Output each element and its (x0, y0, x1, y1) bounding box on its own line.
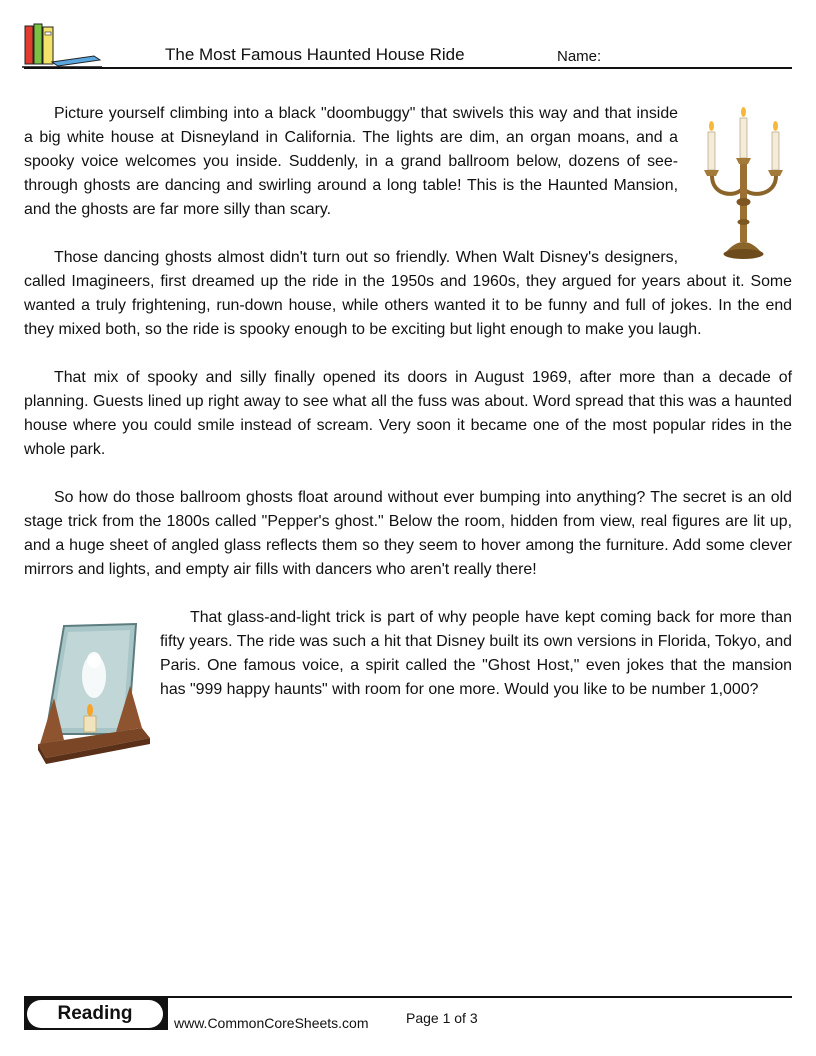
books-logo-icon (22, 22, 102, 68)
header-divider (24, 67, 792, 69)
page-number: Page 1 of 3 (406, 1010, 478, 1026)
paragraph-1: Picture yourself climbing into a black "doombuggy" that swivels this way and that inside a big white house at Disneyland in California. The lights are dim, an organ moans, and a spooky voice welcomes you inside. Suddenly, in a grand ballroom below, dozens of see-through ghosts are dancing and swirling around a long table! This is the Haunted Mansion, and the ghosts are far more silly than scary. (24, 105, 678, 218)
worksheet-title: The Most Famous Haunted House Ride (165, 45, 465, 64)
paragraph-5: That glass-and-light trick is part of why people have kept coming back for more than fifty years. The ride was such a hit that Disney built its own versions in Florida, Tokyo, and Paris. One famous voice, a spirit called the "Ghost Host," even jokes that the mansion has "999 happy haunts" with room for one more. Would you like to be number 1,000? (160, 609, 792, 698)
paragraph-2: Those dancing ghosts almost didn't turn out so friendly. When Walt Disney's designers, called Imagineers, first dreamed up the ride in the 1950s and 1960s, they argued for years about it. Some wanted a truly frightening, run-down house, while others wanted it to be funny and full of jokes. In the end they mixed both, so the ride is spooky enough to be exciting but light enough to make you laugh. (24, 249, 792, 338)
candelabra-icon (696, 102, 792, 262)
reading-passage (24, 102, 792, 766)
paragraph-4: So how do those ballroom ghosts float around without ever bumping into anything? The secret is an old stage trick from the 1800s called "Pepper's ghost." Below the room, hidden from view, real figures are lit up, and a huge sheet of angled glass reflects them so they seem to hover among the furniture. Add some clever mirrors and lights, and empty air fills with dancers who aren't really there! (24, 489, 792, 578)
site-url: www.CommonCoreSheets.com (174, 1015, 369, 1031)
name-label: Name: (557, 48, 602, 65)
peppers-ghost-glass-icon (24, 616, 154, 766)
paragraph-3: That mix of spooky and silly finally opened its doors in August 1969, after more than a decade of planning. Guests lined up right away to see what all the fuss was about. Word spread that this was a haunted house where you could smile instead of scream. Very soon it became one of the most popular rides in the whole park. (24, 369, 792, 458)
subject-badge-label: Reading (27, 1000, 163, 1028)
subject-badge (24, 998, 168, 1030)
